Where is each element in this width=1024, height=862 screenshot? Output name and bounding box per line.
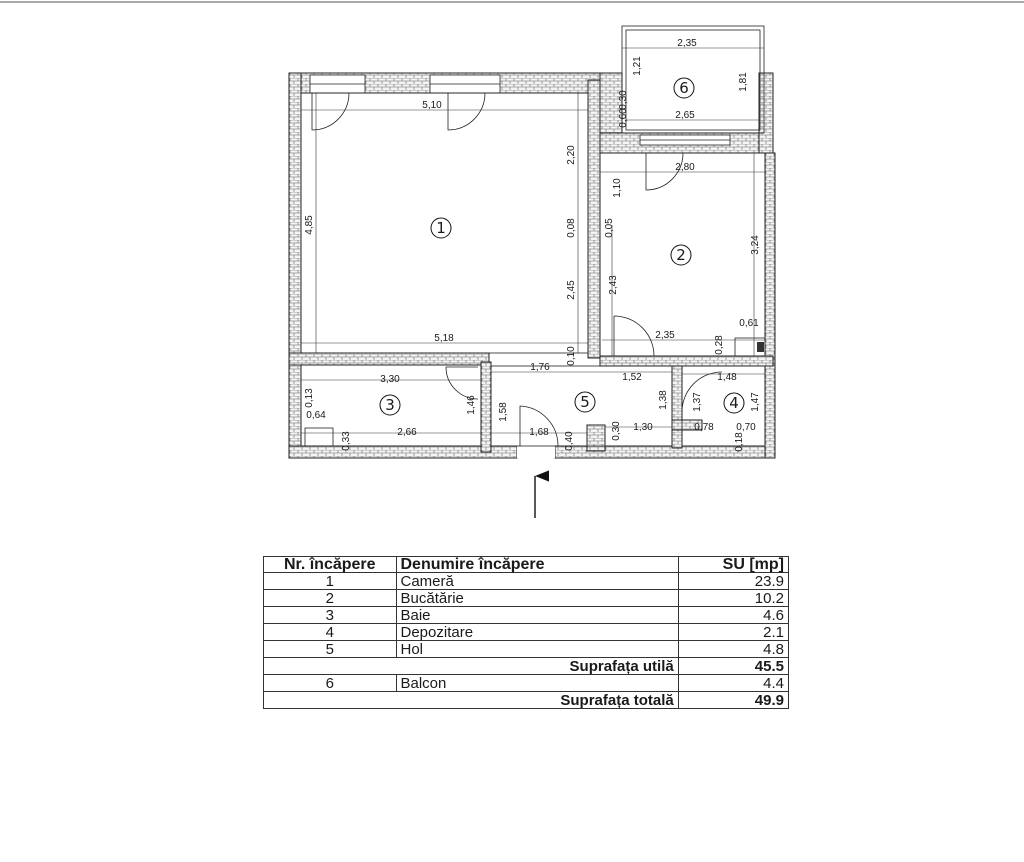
dimension-label: 2,35: [677, 38, 697, 49]
svg-text:4: 4: [729, 394, 739, 412]
row-name: Balcon: [396, 675, 678, 692]
dimension-label: 2,20: [566, 145, 577, 165]
row-nr: 3: [264, 607, 397, 624]
row-name: Depozitare: [396, 624, 678, 641]
dimension-label: 1,38: [658, 390, 669, 410]
room-number-4: [724, 393, 744, 413]
subtotal-row: [264, 658, 789, 675]
dimension-label: 3,30: [380, 374, 400, 385]
dimension-label: 1,21: [632, 56, 643, 76]
room-number-2: [671, 245, 691, 265]
dimension-label: 2,43: [608, 275, 619, 295]
total-label: Suprafața totală: [264, 692, 679, 709]
dimension-label: 2,45: [566, 280, 577, 300]
dimension-label: 3,24: [750, 235, 761, 255]
table-row: [264, 624, 789, 641]
dimension-label: 0,30: [618, 90, 629, 110]
row-name: Bucătărie: [396, 590, 678, 607]
dimension-label: 2,66: [397, 427, 417, 438]
svg-text:3: 3: [385, 396, 395, 414]
dimension-label: 1,58: [498, 402, 509, 422]
room-area-table: [263, 556, 789, 709]
row-nr: 4: [264, 624, 397, 641]
header-name: Denumire încăpere: [396, 557, 678, 573]
dimension-lines: [301, 48, 765, 433]
row-su: 4.4: [678, 675, 788, 692]
room-number-3: [380, 395, 400, 415]
dimension-label: 1,48: [717, 372, 737, 383]
dimension-label: 5,10: [422, 100, 442, 111]
row-su: 4.6: [678, 607, 788, 624]
subtotal-value: 45.5: [678, 658, 788, 675]
total-value: 49.9: [678, 692, 788, 709]
dimension-label: 0,40: [564, 431, 575, 451]
table-row: [264, 573, 789, 590]
dimension-label: 1,81: [738, 72, 749, 92]
dimension-label: 0,60: [618, 108, 629, 128]
dimension-label: 0,13: [304, 388, 315, 408]
room-number-5: [575, 392, 595, 412]
svg-text:2: 2: [676, 246, 686, 264]
dimension-label: 0,30: [611, 421, 622, 441]
dimension-label: 0,05: [604, 218, 615, 238]
row-nr: 1: [264, 573, 397, 590]
dimension-label: 1,52: [622, 372, 642, 383]
table-header-row: [264, 557, 789, 573]
dimension-label: 0,28: [714, 335, 725, 355]
dimension-label: 1,47: [750, 392, 761, 412]
dimension-labels: [304, 38, 761, 452]
room-number-1: [431, 218, 451, 238]
dimension-label: 1,37: [692, 392, 703, 412]
dimension-label: 4,85: [304, 215, 315, 235]
row-name: Baie: [396, 607, 678, 624]
dimension-label: 0,61: [739, 318, 759, 329]
dimension-label: 2,65: [675, 110, 695, 121]
subtotal-label: Suprafața utilă: [264, 658, 679, 675]
svg-text:6: 6: [679, 79, 689, 97]
row-name: Hol: [396, 641, 678, 658]
dimension-label: 0,18: [734, 432, 745, 452]
table-row: [264, 607, 789, 624]
row-name: Cameră: [396, 573, 678, 590]
dimension-label: 1,46: [466, 395, 477, 415]
dimension-label: 5,18: [434, 333, 454, 344]
dimension-label: 0,78: [694, 422, 714, 433]
svg-text:1: 1: [436, 219, 446, 237]
dimension-label: 0,10: [566, 346, 577, 366]
total-row: [264, 692, 789, 709]
table-row: [264, 675, 789, 692]
dimension-label: 1,76: [530, 362, 550, 373]
dimension-label: 1,68: [529, 427, 549, 438]
row-nr: 6: [264, 675, 397, 692]
svg-text:5: 5: [580, 393, 590, 411]
dimension-label: 0,64: [306, 410, 326, 421]
row-nr: 5: [264, 641, 397, 658]
dimension-label: 2,35: [655, 330, 675, 341]
room-number-6: [674, 78, 694, 98]
row-su: 23.9: [678, 573, 788, 590]
dimension-label: 1,30: [633, 422, 653, 433]
dimension-label: 0,33: [341, 431, 352, 451]
row-nr: 2: [264, 590, 397, 607]
table-row: [264, 641, 789, 658]
table-row: [264, 590, 789, 607]
row-su: 2.1: [678, 624, 788, 641]
dimension-label: 0,70: [736, 422, 756, 433]
dimension-label: 2,80: [675, 162, 695, 173]
row-su: 10.2: [678, 590, 788, 607]
header-su: SU [mp]: [678, 557, 788, 573]
dimension-label: 0,08: [566, 218, 577, 238]
row-su: 4.8: [678, 641, 788, 658]
dimension-label: 1,10: [612, 178, 623, 198]
header-nr: Nr. încăpere: [264, 557, 397, 573]
